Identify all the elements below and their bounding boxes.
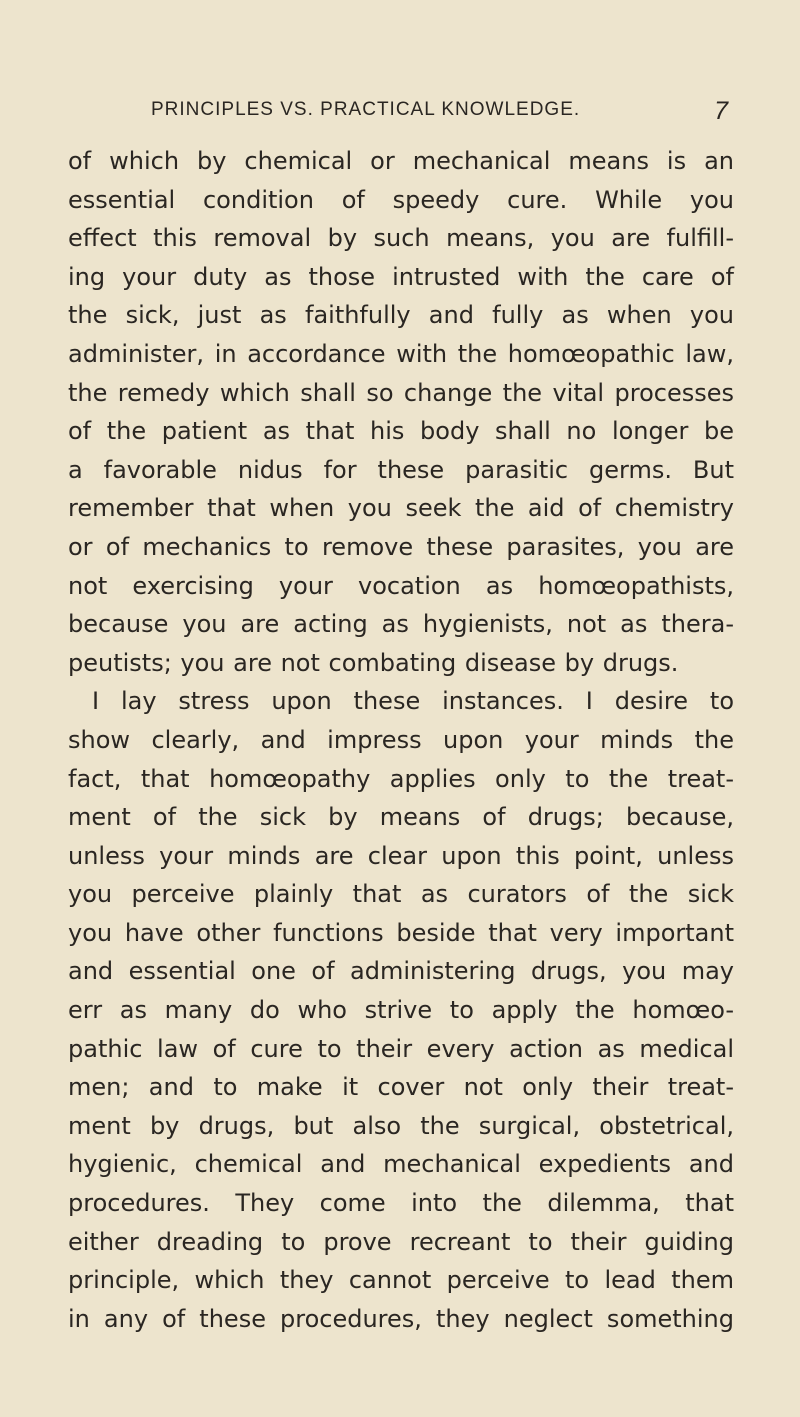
text-line: and essential one of administering drugs, you may: [68, 957, 734, 986]
text-line: administer, in accordance with the homœopathic law,: [68, 339, 734, 368]
text-line: ment of the sick by means of drugs; because,: [68, 803, 734, 832]
text-line: effect this removal by such means, you are fulfill-: [68, 224, 734, 253]
text-line: you perceive plainly that as curators of the sick: [68, 880, 734, 909]
text-line: either dreading to prove recreant to their guiding: [68, 1227, 734, 1256]
text-line: in any of these procedures, they neglect something: [68, 1304, 734, 1333]
text-line: I lay stress upon these instances. I desire to: [92, 687, 734, 716]
text-line: err as many do who strive to apply the homœo-: [68, 996, 734, 1025]
text-line: you have other functions beside that very important: [68, 918, 734, 947]
text-line: the sick, just as faithfully and fully as when you: [68, 301, 734, 330]
text-line: remember that when you seek the aid of chemistry: [68, 494, 734, 523]
text-line: ing your duty as those intrusted with the care of: [68, 262, 734, 291]
paragraph-2: [68, 682, 734, 1338]
text-line: show clearly, and impress upon your minds the: [68, 725, 734, 754]
running-head: [66, 91, 734, 127]
body-text: [68, 142, 734, 1338]
text-line: peutists; you are not combating disease by drugs.: [68, 648, 679, 677]
text-line: a favorable nidus for these parasitic germs. But: [68, 455, 734, 484]
running-title: PRINCIPLES VS. PRACTICAL KNOWLEDGE.: [151, 99, 581, 120]
text-line: principle, which they cannot perceive to lead them: [68, 1266, 734, 1295]
text-line: hygienic, chemical and mechanical expedients and: [68, 1150, 734, 1179]
text-line: because you are acting as hygienists, not as thera-: [68, 610, 734, 639]
text-line: unless your minds are clear upon this point, unless: [68, 841, 734, 870]
page-number: 7: [714, 97, 729, 125]
text-line: fact, that homœopathy applies only to the treat-: [68, 764, 734, 793]
text-line: of the patient as that his body shall no longer be: [68, 417, 734, 446]
text-line: men; and to make it cover not only their treat-: [68, 1073, 734, 1102]
text-line: of which by chemical or mechanical means is an: [68, 147, 734, 175]
text-line: pathic law of cure to their every action as medical: [68, 1034, 734, 1063]
text-line: not exercising your vocation as homœopathists,: [68, 571, 734, 600]
text-line: ment by drugs, but also the surgical, obstetrical,: [68, 1111, 734, 1140]
text-line: procedures. They come into the dilemma, that: [68, 1189, 734, 1218]
text-line: the remedy which shall so change the vital processes: [68, 378, 734, 407]
text-line: or of mechanics to remove these parasites, you are: [68, 532, 734, 561]
text-line: essential condition of speedy cure. While you: [68, 185, 734, 214]
paragraph-1: [68, 142, 734, 682]
